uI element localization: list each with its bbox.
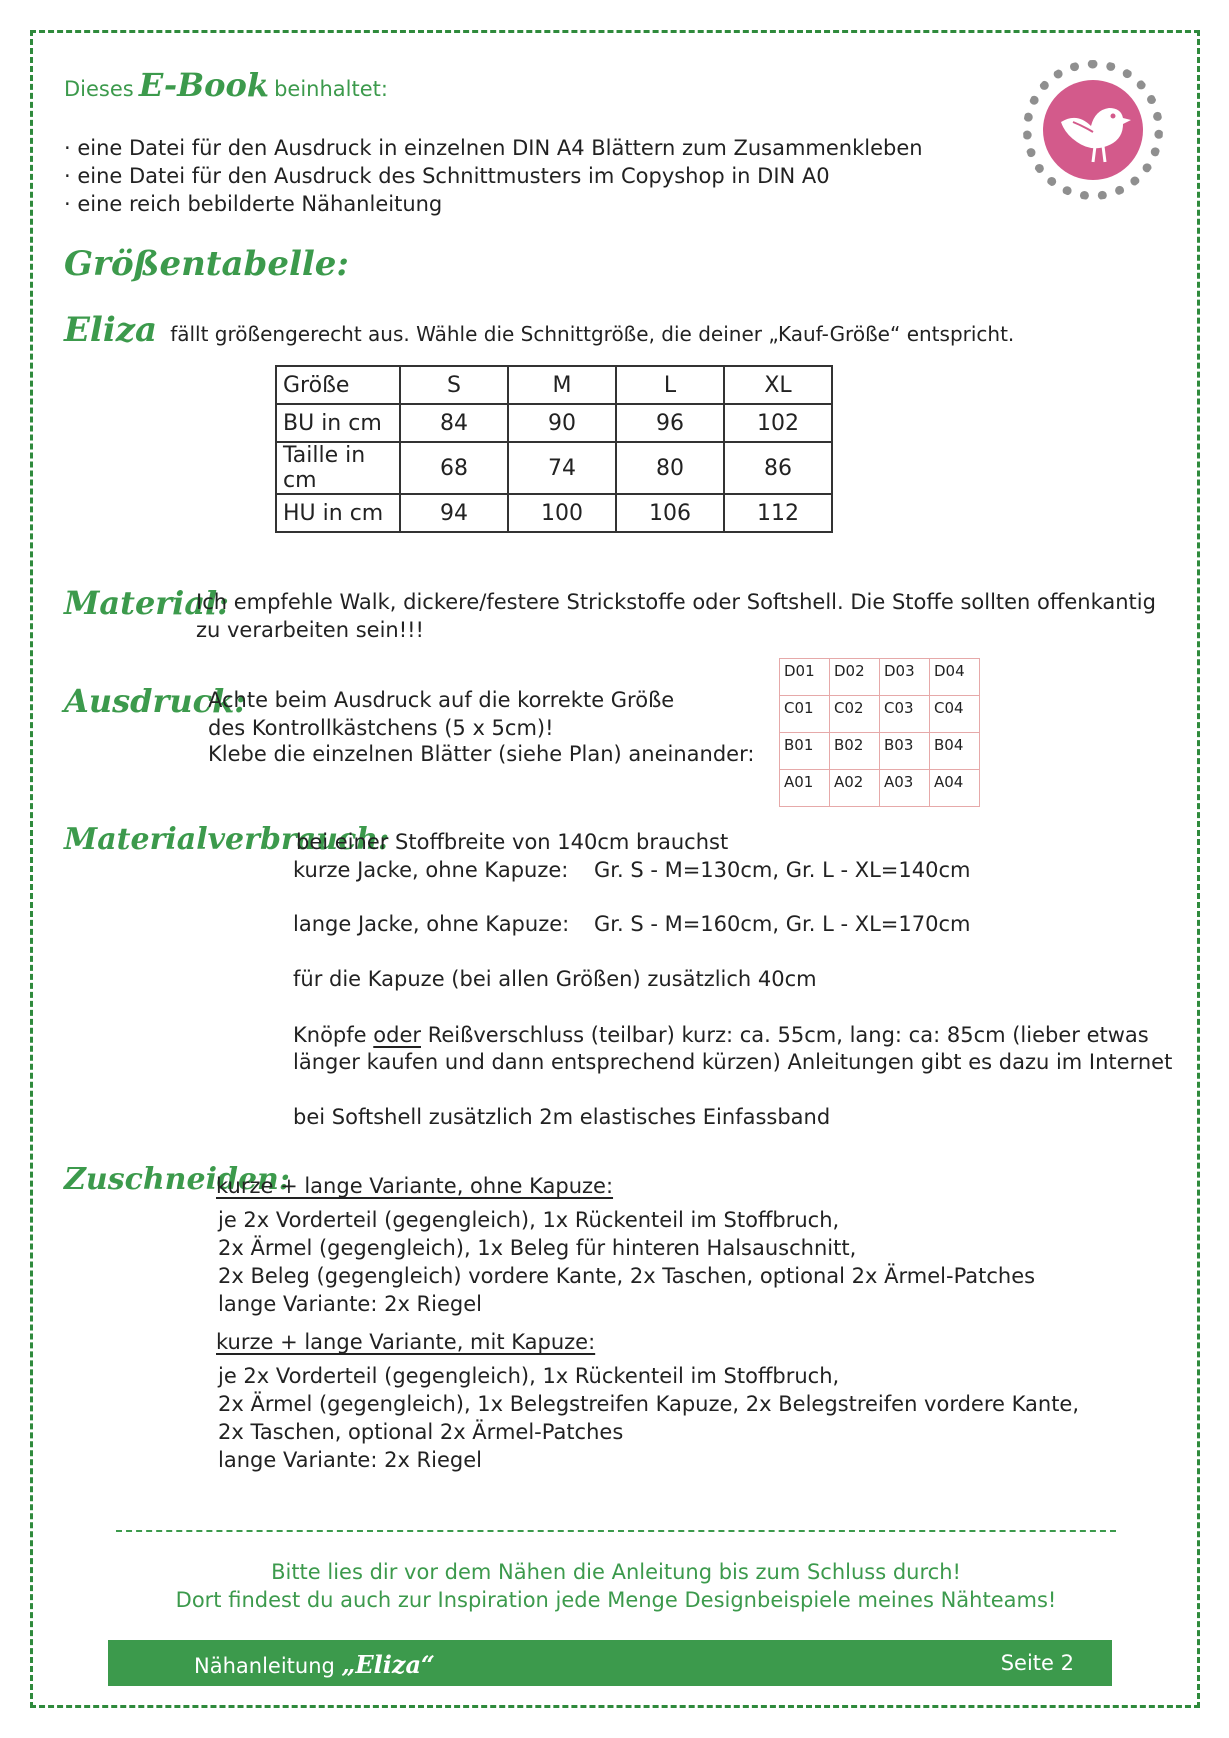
table-cell: XL [724, 366, 832, 404]
usage-buttons [293, 1021, 1149, 1049]
list-item: · eine Datei für den Ausdruck des Schnittmusters im Copyshop in DIN A0 [64, 164, 830, 188]
table-cell: Taille in cm [276, 442, 400, 494]
sizes-heading: Größentabelle: [64, 244, 349, 284]
table-cell: A02 [830, 770, 880, 807]
table-cell: L [616, 366, 724, 404]
sizes-text: fällt größengerecht aus. Wähle die Schnittgröße, die deiner „Kauf-Größe“ entspricht. [170, 322, 1015, 346]
usage-buttons-post: Reißverschluss (teilbar) kurz: ca. 55cm, lang: ca: 85cm (lieber etwas [427, 1023, 1149, 1047]
list-item: 2x Ärmel (gegengleich), 1x Beleg für hinteren Halsauschnitt, [218, 1236, 857, 1260]
usage-buttons-pre: Knöpfe [293, 1023, 367, 1047]
usage-long-value: Gr. S - M=160cm, Gr. L - XL=170cm [594, 912, 971, 936]
table-cell: BU in cm [276, 404, 400, 442]
material-line1: Ich empfehle Walk, dickere/festere Strickstoffe oder Softshell. Die Stoffe sollten offenkantig [196, 590, 1156, 614]
table-cell: 84 [400, 404, 508, 442]
print-plan [779, 658, 980, 807]
table-cell: D03 [880, 659, 930, 696]
table-row [780, 696, 980, 733]
usage-intro: bei einer Stoffbreite von 140cm brauchst [296, 830, 729, 854]
list-item: lange Variante: 2x Riegel [218, 1448, 482, 1472]
usage-buttons-or: oder [373, 1023, 421, 1047]
table-cell: 86 [724, 442, 832, 494]
page-number: Seite 2 [1000, 1651, 1074, 1675]
size-table [275, 365, 833, 533]
list-item: · eine reich bebilderte Nähanleitung [64, 192, 443, 216]
table-cell: B04 [930, 733, 980, 770]
list-item: je 2x Vorderteil (gegengleich), 1x Rückenteil im Stoffbruch, [218, 1208, 840, 1232]
table-row [276, 494, 832, 532]
table-row [276, 366, 832, 404]
table-cell: A04 [930, 770, 980, 807]
table-cell: B01 [780, 733, 830, 770]
cutting-v2-title: kurze + lange Variante, mit Kapuze: [216, 1330, 596, 1354]
cutting-v1-title: kurze + lange Variante, ohne Kapuze: [216, 1174, 614, 1198]
sizes-name: Eliza [64, 310, 158, 350]
table-cell: 102 [724, 404, 832, 442]
closing-note-line2: Dort findest du auch zur Inspiration jede Menge Designbeispiele meines Nähteams! [175, 1588, 1057, 1612]
table-row [780, 770, 980, 807]
print-line3: Klebe die einzelnen Blätter (siehe Plan) aneinander: [208, 742, 755, 766]
list-item: 2x Taschen, optional 2x Ärmel-Patches [218, 1420, 624, 1444]
divider [116, 1530, 1116, 1532]
intro-ebook: E-Book [138, 66, 269, 104]
table-cell: HU in cm [276, 494, 400, 532]
intro-list [64, 134, 923, 218]
intro-heading [64, 66, 388, 104]
table-cell: M [508, 366, 616, 404]
table-cell: 96 [616, 404, 724, 442]
table-cell: A01 [780, 770, 830, 807]
table-row [780, 733, 980, 770]
usage-short-label: kurze Jacke, ohne Kapuze: [293, 858, 569, 882]
table-cell: B03 [880, 733, 930, 770]
bird-wreath-logo-icon [1023, 60, 1163, 200]
footer-title [194, 1650, 435, 1679]
material-heading: Material: [64, 584, 230, 622]
usage-short-value: Gr. S - M=130cm, Gr. L - XL=140cm [594, 858, 971, 882]
table-cell: Größe [276, 366, 400, 404]
usage-heading: Materialverbrauch: [64, 822, 390, 857]
table-row [780, 659, 980, 696]
usage-hood: für die Kapuze (bei allen Größen) zusätzlich 40cm [293, 967, 817, 991]
table-cell: 74 [508, 442, 616, 494]
table-cell: 80 [616, 442, 724, 494]
sizes-intro [64, 310, 1014, 350]
table-cell: D04 [930, 659, 980, 696]
print-line1: Achte beim Ausdruck auf die korrekte Größe [208, 688, 675, 712]
footer-bar [108, 1640, 1112, 1686]
table-cell: S [400, 366, 508, 404]
print-heading: Ausdruck: [64, 682, 247, 720]
cutting-v2-list [218, 1362, 1079, 1474]
table-cell: D02 [830, 659, 880, 696]
table-row [276, 442, 832, 494]
cutting-v1-list [218, 1206, 1035, 1318]
cutting-heading: Zuschneiden: [64, 1162, 290, 1197]
usage-long-label: lange Jacke, ohne Kapuze: [293, 912, 570, 936]
table-cell: 100 [508, 494, 616, 532]
closing-note [116, 1558, 1116, 1614]
table-cell: C03 [880, 696, 930, 733]
table-cell: 106 [616, 494, 724, 532]
usage-buttons-line2: länger kaufen und dann entsprechend kürzen) Anleitungen gibt es dazu im Internet [293, 1050, 1173, 1074]
table-cell: C04 [930, 696, 980, 733]
list-item: · eine Datei für den Ausdruck in einzelnen DIN A4 Blättern zum Zusammenkleben [64, 136, 923, 160]
closing-note-line1: Bitte lies dir vor dem Nähen die Anleitung bis zum Schluss durch! [271, 1560, 961, 1584]
footer-label: Nähanleitung [194, 1654, 335, 1678]
intro-suffix: beinhaltet: [274, 77, 388, 101]
table-cell: 112 [724, 494, 832, 532]
table-cell: 90 [508, 404, 616, 442]
footer-name: „Eliza“ [341, 1650, 435, 1679]
table-cell: 68 [400, 442, 508, 494]
list-item: 2x Ärmel (gegengleich), 1x Belegstreifen Kapuze, 2x Belegstreifen vordere Kante, [218, 1392, 1080, 1416]
list-item: lange Variante: 2x Riegel [218, 1292, 482, 1316]
table-cell: A03 [880, 770, 930, 807]
intro-prefix: Dieses [64, 77, 134, 101]
table-cell: 94 [400, 494, 508, 532]
list-item: je 2x Vorderteil (gegengleich), 1x Rückenteil im Stoffbruch, [218, 1364, 840, 1388]
table-cell: C02 [830, 696, 880, 733]
usage-softshell: bei Softshell zusätzlich 2m elastisches Einfassband [293, 1105, 831, 1129]
table-cell: B02 [830, 733, 880, 770]
material-line2: zu verarbeiten sein!!! [196, 618, 424, 642]
print-line2: des Kontrollkästchens (5 x 5cm)! [208, 716, 554, 740]
table-cell: C01 [780, 696, 830, 733]
table-row [276, 404, 832, 442]
list-item: 2x Beleg (gegengleich) vordere Kante, 2x Taschen, optional 2x Ärmel-Patches [218, 1264, 1036, 1288]
table-cell: D01 [780, 659, 830, 696]
